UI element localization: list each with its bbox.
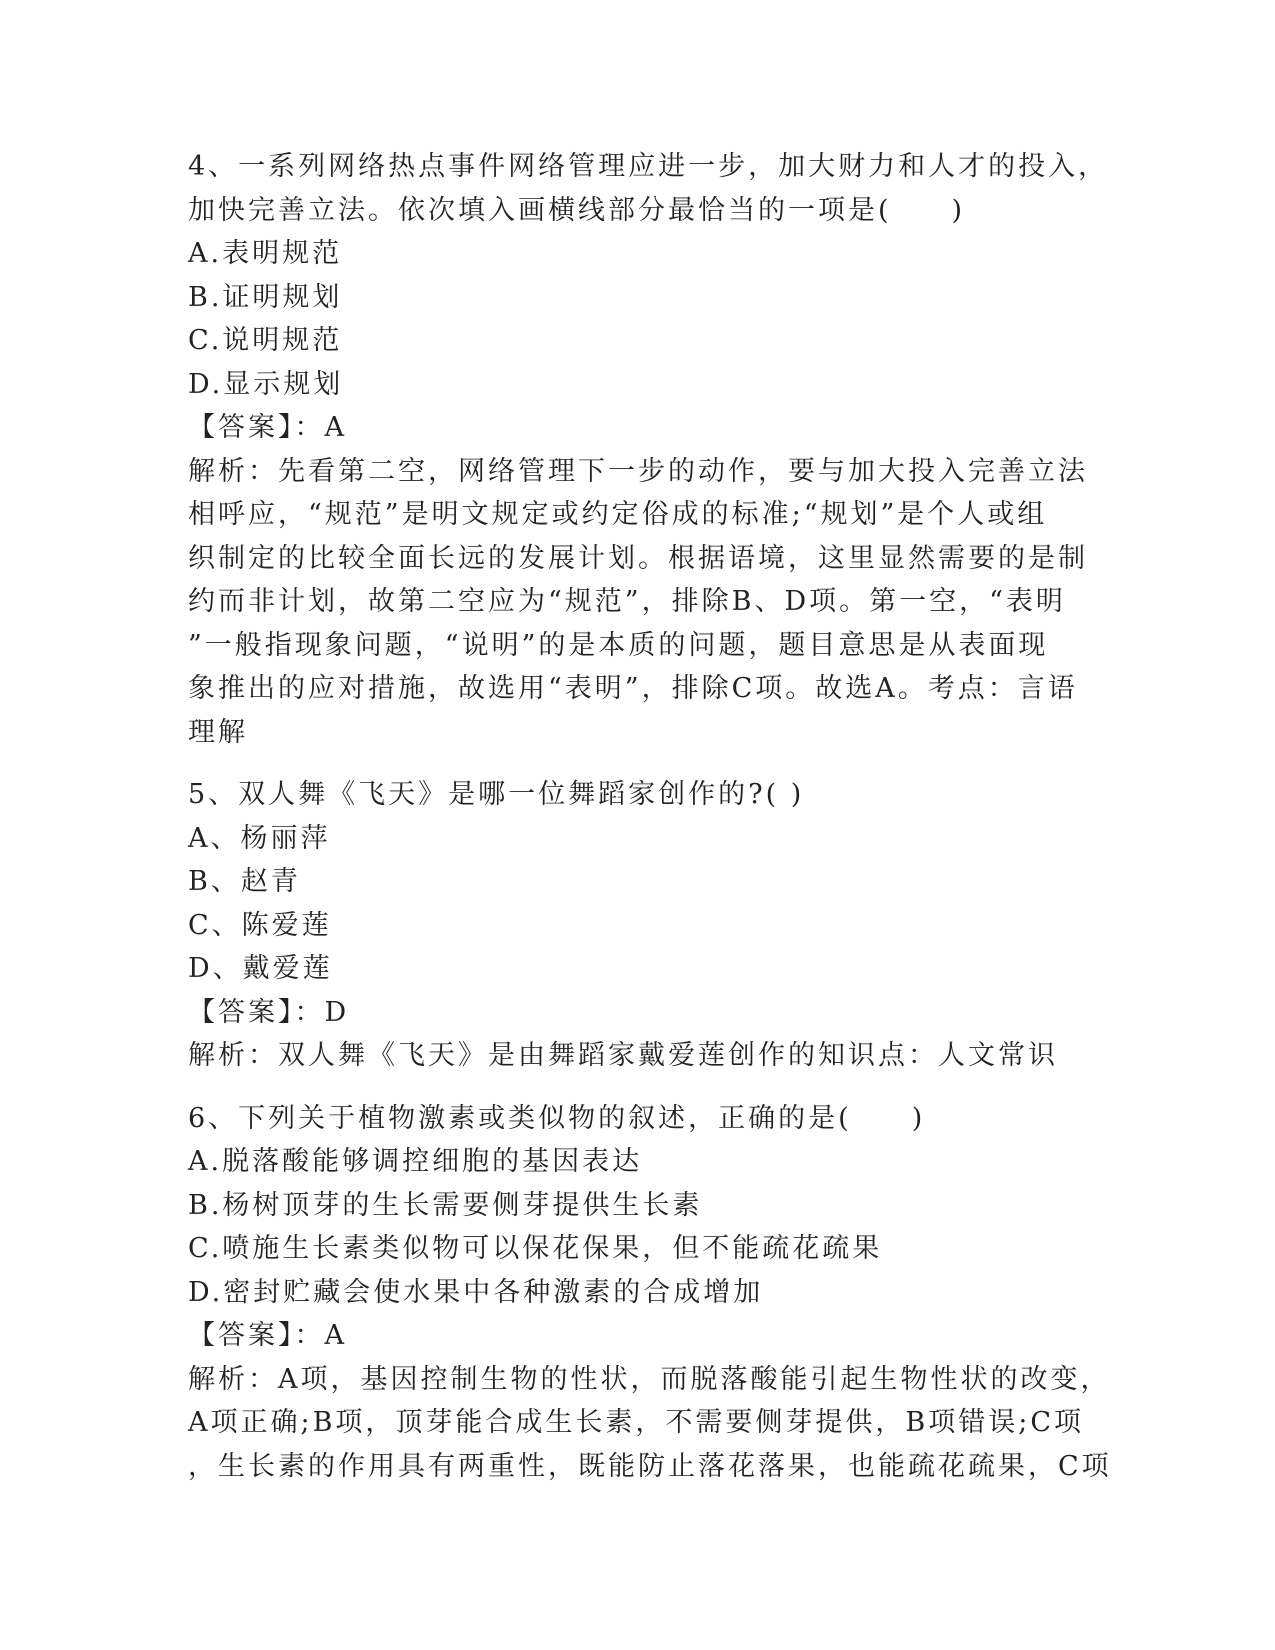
analysis-line: 解析：双人舞《飞天》是由舞蹈家戴爱莲创作的知识点：人文常识 bbox=[188, 1040, 1058, 1071]
analysis-line: 解析：A项，基因控制生物的性状，而脱落酸能引起生物性状的改变， bbox=[188, 1363, 1111, 1395]
option-d: D.显示规划 bbox=[188, 368, 344, 400]
analysis-line: 解析：先看第二空，网络管理下一步的动作，要与加大投入完善立法 bbox=[188, 455, 1088, 487]
question-6 bbox=[188, 1097, 1112, 1489]
answer-line: 【答案】：A bbox=[188, 1320, 347, 1351]
question-stem-line: 5、双人舞《飞天》是哪一位舞蹈家创作的?( ) bbox=[188, 779, 805, 810]
question-stem-line: 4、一系列网络热点事件网络管理应进一步，加大财力和人才的投入， bbox=[188, 151, 1109, 182]
option-b: B.证明规划 bbox=[188, 281, 343, 313]
document-page bbox=[188, 145, 1112, 1488]
question-5 bbox=[188, 773, 1088, 1078]
analysis-line: 织制定的比较全面长远的发展计划。根据语境，这里显然需要的是制 bbox=[188, 542, 1088, 574]
question-stem-line: 6、下列关于植物激素或类似物的叙述，正确的是( ) bbox=[188, 1102, 926, 1134]
analysis-line: 约而非计划，故第二空应为“规范”，排除B、D项。第一空，“表明 bbox=[188, 586, 1066, 617]
option-a: A.脱落酸能够调控细胞的基因表达 bbox=[188, 1146, 643, 1177]
question-spacer bbox=[188, 1078, 1088, 1097]
analysis-line: 象推出的应对措施，故选用“表明”，排除C项。故选A。考点：言语 bbox=[188, 673, 1078, 704]
analysis-line: ，生长素的作用具有两重性，既能防止落花落果，也能疏花疏果，C项 bbox=[188, 1450, 1112, 1482]
option-d: D.密封贮藏会使水果中各种激素的合成增加 bbox=[188, 1276, 764, 1308]
option-c: C.喷施生长素类似物可以保花保果，但不能疏花疏果 bbox=[188, 1233, 883, 1264]
option-a: A.表明规范 bbox=[188, 238, 343, 269]
option-b: B、赵青 bbox=[188, 866, 301, 897]
answer-line: 【答案】：D bbox=[188, 996, 350, 1028]
answer-line: 【答案】：A bbox=[188, 412, 347, 443]
analysis-line: A项正确;B项，顶芽能合成生长素，不需要侧芽提供，B项错误;C项 bbox=[188, 1407, 1085, 1438]
analysis-line: ”一般指现象问题，“说明”的是本质的问题，题目意思是从表面现 bbox=[188, 629, 1049, 661]
question-spacer bbox=[188, 754, 1088, 773]
question-stem-line: 加快完善立法。依次填入画横线部分最恰当的一项是( ) bbox=[188, 194, 966, 226]
option-c: C、陈爱莲 bbox=[188, 909, 332, 941]
question-4 bbox=[188, 145, 1109, 754]
option-a: A、杨丽萍 bbox=[188, 822, 331, 854]
option-d: D、戴爱莲 bbox=[188, 953, 333, 984]
analysis-line: 相呼应，“规范”是明文规定或约定俗成的标准;“规划”是个人或组 bbox=[188, 499, 1048, 530]
option-c: C.说明规范 bbox=[188, 325, 343, 356]
option-b: B.杨树顶芽的生长需要侧芽提供生长素 bbox=[188, 1189, 703, 1221]
analysis-line: 理解 bbox=[188, 716, 248, 748]
